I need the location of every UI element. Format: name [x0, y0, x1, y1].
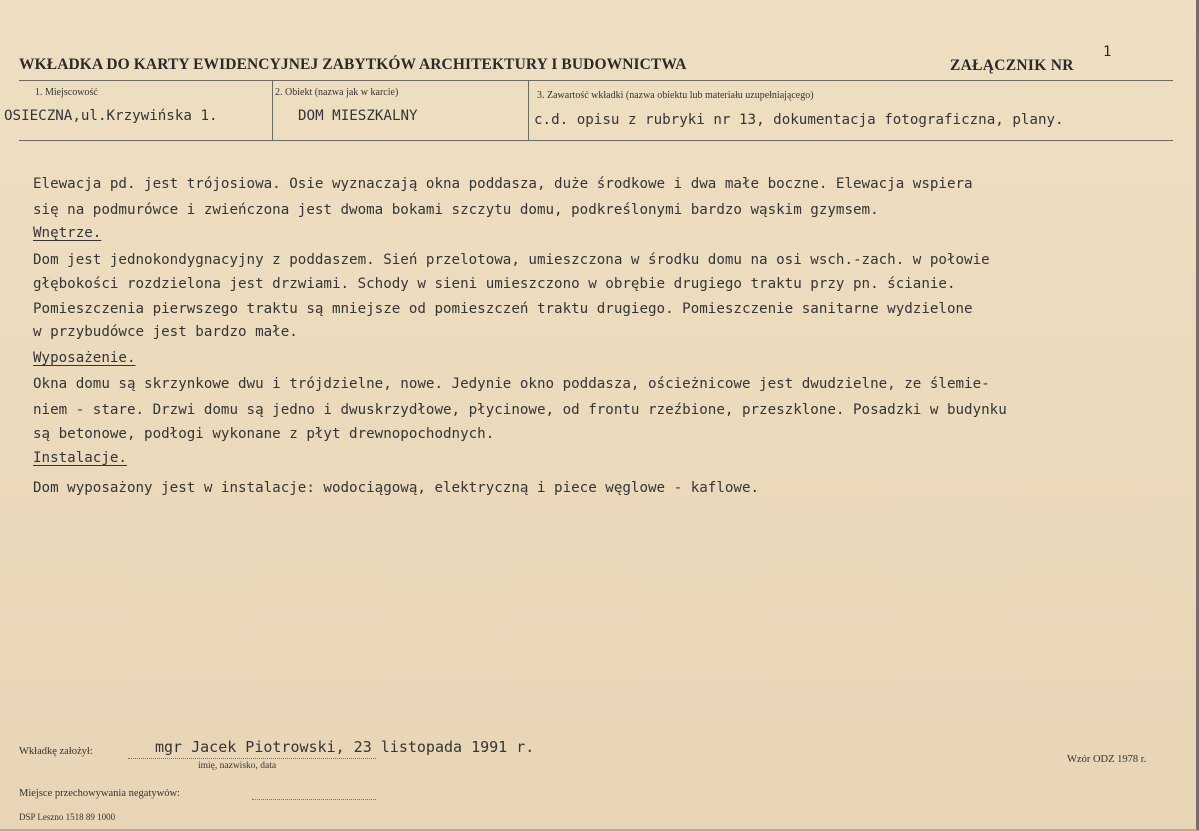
object-value: DOM MIESZKALNY	[298, 108, 418, 124]
location-label: 1. Miejscowość	[35, 87, 98, 98]
annex-label: ZAŁĄCZNIK NR	[950, 57, 1074, 74]
section-heading-equipment: Wyposażenie.	[33, 350, 136, 366]
negatives-label: Miejsce przechowywania negatywów:	[19, 788, 180, 799]
field-divider-1	[272, 81, 273, 140]
body-line: Okna domu są skrzynkowe dwu i trójdzielne, nowe. Jedynie okno poddasza, ościeżnicowe jest dwudzielne, ze ślemie-	[33, 376, 990, 392]
negatives-dotted-line	[252, 799, 376, 800]
author-dotted-line	[128, 758, 376, 759]
author-label: Wkładkę założył:	[19, 746, 93, 757]
annex-number: 1	[1103, 44, 1112, 60]
content-label: 3. Zawartość wkładki (nazwa obiektu lub materiału uzupełniającego)	[537, 90, 814, 101]
body-line: głębokości rozdzielona jest drzwiami. Schody w sieni umieszczono w obrębie drugiego traktu przy pn. ścianie.	[33, 276, 956, 292]
body-line: Elewacja pd. jest trójosiowa. Osie wyznaczają okna poddasza, duże środkowe i dwa małe boczne. Elewacja wspiera	[33, 176, 973, 192]
body-line: w przybudówce jest bardzo małe.	[33, 324, 298, 340]
header-bottom-rule	[19, 140, 1173, 141]
form-model: Wzór ODZ 1978 r.	[1067, 754, 1147, 765]
section-heading-installations: Instalacje.	[33, 450, 127, 466]
header-top-rule	[19, 80, 1173, 81]
field-divider-2	[528, 81, 529, 140]
card-title: WKŁADKA DO KARTY EWIDENCYJNEJ ZABYTKÓW ARCHITEKTURY I BUDOWNICTWA	[19, 56, 687, 73]
content-value: c.d. opisu z rubryki nr 13, dokumentacja fotograficzna, plany.	[534, 112, 1064, 128]
body-line: Pomieszczenia pierwszego traktu są mniejsze od pomieszczeń traktu drugiego. Pomieszczenie sanitarne wydzielone	[33, 301, 973, 317]
object-label: 2. Obiekt (nazwa jak w karcie)	[275, 87, 399, 98]
section-heading-interior: Wnętrze.	[33, 225, 102, 241]
author-value: mgr Jacek Piotrowski, 23 listopada 1991 r.	[155, 738, 535, 756]
body-line: Dom jest jednokondygnacyjny z poddaszem. Sień przelotowa, umieszczona w środku domu na osi wsch.-zach. w połowie	[33, 252, 990, 268]
location-value: OSIECZNA,ul.Krzywińska 1.	[4, 108, 218, 124]
author-caption: imię, nazwisko, data	[198, 761, 277, 771]
body-line: są betonowe, podłogi wykonane z płyt drewnopochodnych.	[33, 426, 495, 442]
print-info: DSP Leszno 1518 89 1000	[19, 812, 116, 822]
body-line: się na podmurówce i zwieńczona jest dwoma bokami szczytu domu, podkreślonymi bardzo wąskim gzymsem.	[33, 202, 879, 218]
body-line: niem - stare. Drzwi domu są jedno i dwuskrzydłowe, płycinowe, od frontu rzeźbione, przeszklone. Posadzki w budynku	[33, 402, 1007, 418]
body-line: Dom wyposażony jest w instalacje: wodociągową, elektryczną i piece węglowe - kaflowe.	[33, 480, 760, 496]
